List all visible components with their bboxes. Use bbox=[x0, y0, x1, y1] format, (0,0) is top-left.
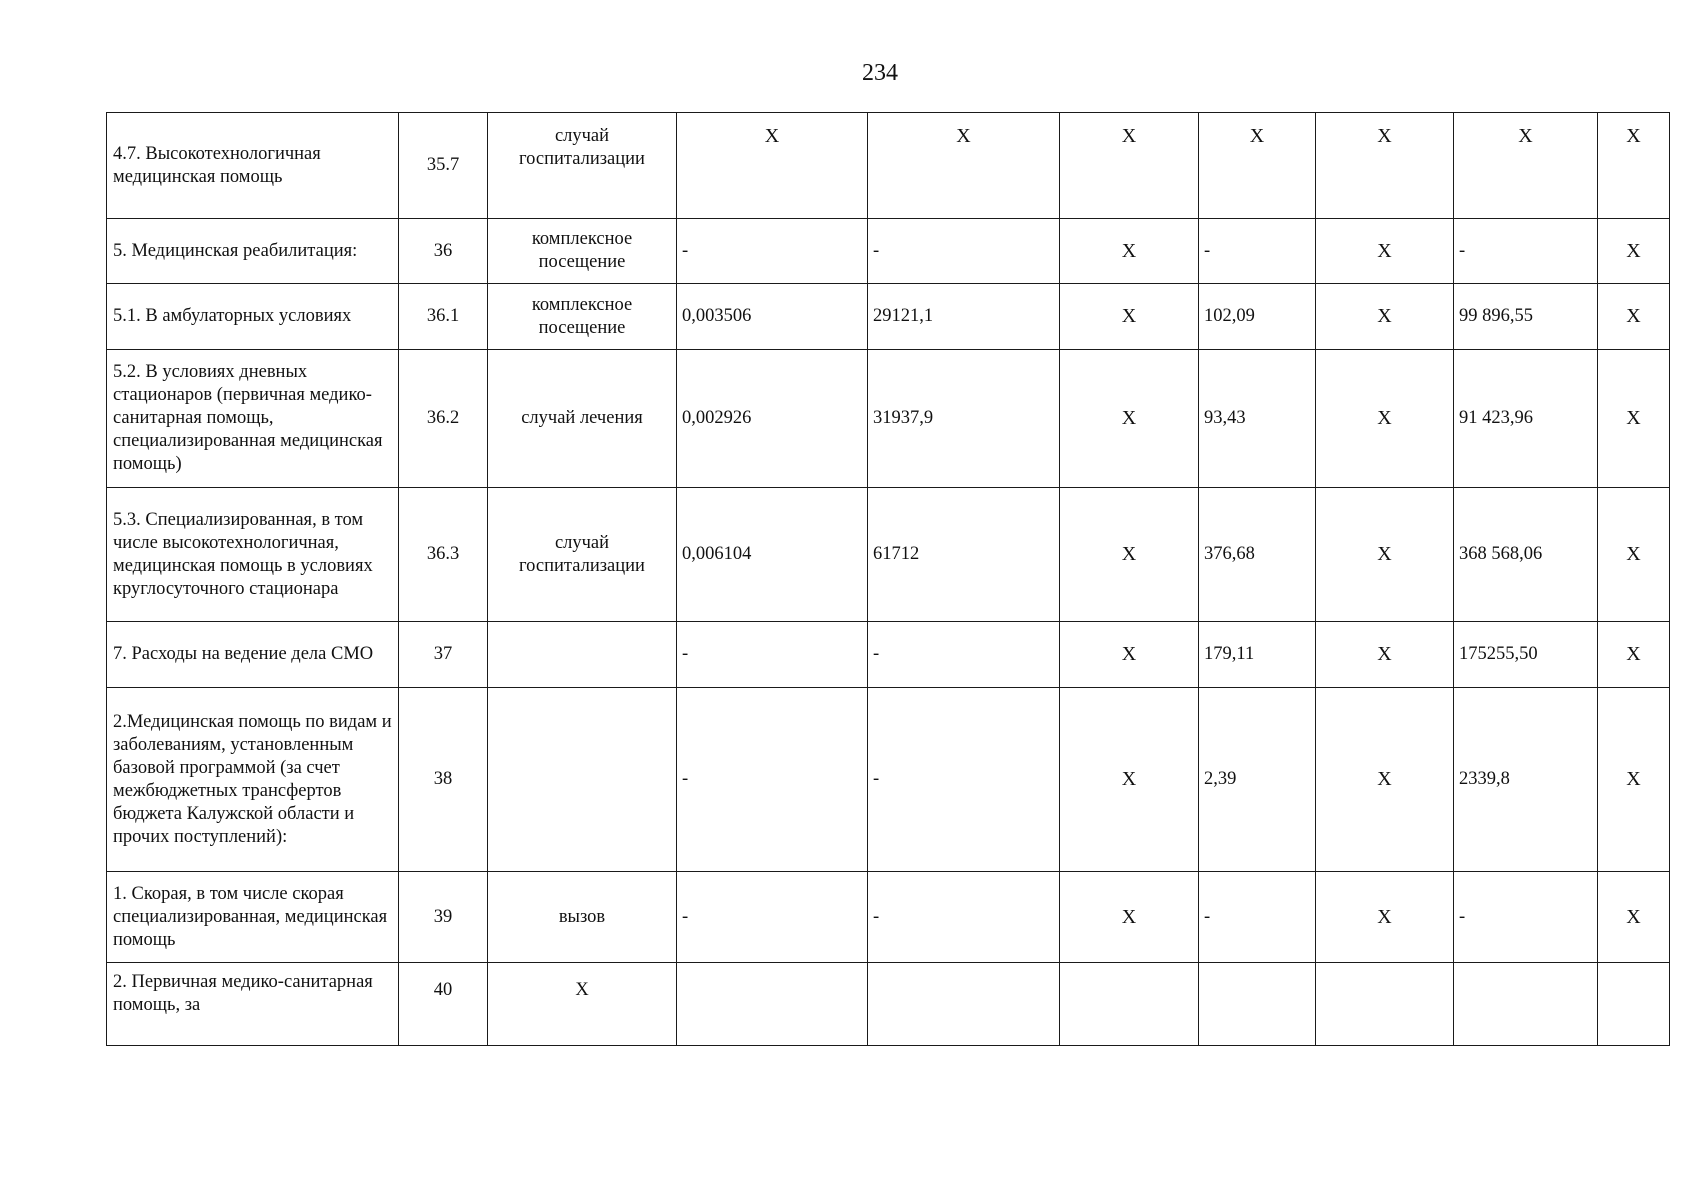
value-cell: - bbox=[677, 622, 868, 688]
row-unit-cell: случай госпитализации bbox=[488, 113, 677, 219]
value-cell: - bbox=[677, 688, 868, 872]
value-cell: - bbox=[868, 219, 1060, 284]
value-cell: 179,11 bbox=[1199, 622, 1316, 688]
value-cell: X bbox=[1316, 113, 1454, 219]
value-cell: 0,006104 bbox=[677, 488, 868, 622]
value-cell: X bbox=[1316, 350, 1454, 488]
value-cell: 368 568,06 bbox=[1454, 488, 1598, 622]
value-cell: X bbox=[1316, 688, 1454, 872]
row-name-cell: 5.3. Специализированная, в том числе высокотехнологичная, медицинская помощь в условиях круглосуточного стационара bbox=[107, 488, 399, 622]
value-cell: - bbox=[868, 622, 1060, 688]
row-name-cell: 5.2. В условиях дневных стационаров (первичная медико-санитарная помощь, специализированная медицинская помощь) bbox=[107, 350, 399, 488]
row-code-cell: 40 bbox=[399, 963, 488, 1046]
value-cell: X bbox=[1060, 350, 1199, 488]
value-cell: X bbox=[868, 113, 1060, 219]
value-cell bbox=[1316, 963, 1454, 1046]
value-cell: X bbox=[1316, 284, 1454, 350]
value-cell: X bbox=[1454, 113, 1598, 219]
row-unit-cell: вызов bbox=[488, 872, 677, 963]
table-row bbox=[107, 284, 1670, 350]
value-cell: X bbox=[1199, 113, 1316, 219]
row-code-cell: 35.7 bbox=[399, 113, 488, 219]
value-cell: X bbox=[1316, 622, 1454, 688]
value-cell: X bbox=[1598, 488, 1670, 622]
value-cell: X bbox=[1060, 284, 1199, 350]
table-row bbox=[107, 872, 1670, 963]
value-cell: 376,68 bbox=[1199, 488, 1316, 622]
value-cell: - bbox=[1199, 872, 1316, 963]
value-cell: - bbox=[677, 872, 868, 963]
value-cell: X bbox=[1060, 872, 1199, 963]
row-code-cell: 36 bbox=[399, 219, 488, 284]
value-cell: 2339,8 bbox=[1454, 688, 1598, 872]
row-unit-cell: комплексное посещение bbox=[488, 284, 677, 350]
value-cell: X bbox=[1598, 688, 1670, 872]
value-cell: X bbox=[1060, 622, 1199, 688]
value-cell: 0,003506 bbox=[677, 284, 868, 350]
tariff-table bbox=[106, 112, 1670, 1046]
table-row bbox=[107, 219, 1670, 284]
value-cell: X bbox=[1316, 219, 1454, 284]
row-unit-cell bbox=[488, 622, 677, 688]
value-cell: - bbox=[868, 872, 1060, 963]
row-name-cell: 2.Медицинская помощь по видам и заболеваниям, установленным базовой программой (за счет межбюджетных трансфертов бюджета Калужской области и прочих поступлений): bbox=[107, 688, 399, 872]
page-number: 234 bbox=[862, 60, 898, 86]
table-body bbox=[107, 113, 1670, 1046]
row-unit-cell: комплексное посещение bbox=[488, 219, 677, 284]
value-cell: 175255,50 bbox=[1454, 622, 1598, 688]
value-cell: - bbox=[868, 688, 1060, 872]
row-name-cell: 1. Скорая, в том числе скорая специализированная, медицинская помощь bbox=[107, 872, 399, 963]
value-cell bbox=[677, 963, 868, 1046]
value-cell: 91 423,96 bbox=[1454, 350, 1598, 488]
row-name-cell: 7. Расходы на ведение дела СМО bbox=[107, 622, 399, 688]
value-cell: X bbox=[1598, 284, 1670, 350]
value-cell bbox=[868, 963, 1060, 1046]
value-cell: 99 896,55 bbox=[1454, 284, 1598, 350]
table-row bbox=[107, 350, 1670, 488]
value-cell: X bbox=[1060, 219, 1199, 284]
value-cell: X bbox=[1598, 350, 1670, 488]
row-code-cell: 36.2 bbox=[399, 350, 488, 488]
value-cell: 0,002926 bbox=[677, 350, 868, 488]
value-cell bbox=[1060, 963, 1199, 1046]
row-name-cell: 5.1. В амбулаторных условиях bbox=[107, 284, 399, 350]
value-cell: X bbox=[1060, 688, 1199, 872]
value-cell: - bbox=[1199, 219, 1316, 284]
row-unit-cell bbox=[488, 688, 677, 872]
value-cell bbox=[1199, 963, 1316, 1046]
row-unit-cell: случай лечения bbox=[488, 350, 677, 488]
value-cell bbox=[1454, 963, 1598, 1046]
row-code-cell: 38 bbox=[399, 688, 488, 872]
value-cell: 29121,1 bbox=[868, 284, 1060, 350]
value-cell: X bbox=[1598, 872, 1670, 963]
row-code-cell: 37 bbox=[399, 622, 488, 688]
value-cell bbox=[1598, 963, 1670, 1046]
value-cell: - bbox=[677, 219, 868, 284]
table-row bbox=[107, 113, 1670, 219]
value-cell: 61712 bbox=[868, 488, 1060, 622]
row-name-cell: 4.7. Высокотехнологичная медицинская помощь bbox=[107, 113, 399, 219]
value-cell: X bbox=[1060, 488, 1199, 622]
row-unit-cell: X bbox=[488, 963, 677, 1046]
value-cell: X bbox=[1598, 622, 1670, 688]
value-cell: 93,43 bbox=[1199, 350, 1316, 488]
value-cell: - bbox=[1454, 872, 1598, 963]
value-cell: - bbox=[1454, 219, 1598, 284]
table-row bbox=[107, 622, 1670, 688]
row-unit-cell: случай госпитализации bbox=[488, 488, 677, 622]
value-cell: X bbox=[677, 113, 868, 219]
row-code-cell: 39 bbox=[399, 872, 488, 963]
row-code-cell: 36.1 bbox=[399, 284, 488, 350]
row-name-cell: 2. Первичная медико-санитарная помощь, за bbox=[107, 963, 399, 1046]
table-row bbox=[107, 488, 1670, 622]
value-cell: X bbox=[1598, 219, 1670, 284]
table-row bbox=[107, 688, 1670, 872]
value-cell: X bbox=[1598, 113, 1670, 219]
value-cell: X bbox=[1060, 113, 1199, 219]
value-cell: X bbox=[1316, 488, 1454, 622]
value-cell: X bbox=[1316, 872, 1454, 963]
value-cell: 31937,9 bbox=[868, 350, 1060, 488]
row-name-cell: 5. Медицинская реабилитация: bbox=[107, 219, 399, 284]
row-code-cell: 36.3 bbox=[399, 488, 488, 622]
value-cell: 2,39 bbox=[1199, 688, 1316, 872]
table-row bbox=[107, 963, 1670, 1046]
value-cell: 102,09 bbox=[1199, 284, 1316, 350]
